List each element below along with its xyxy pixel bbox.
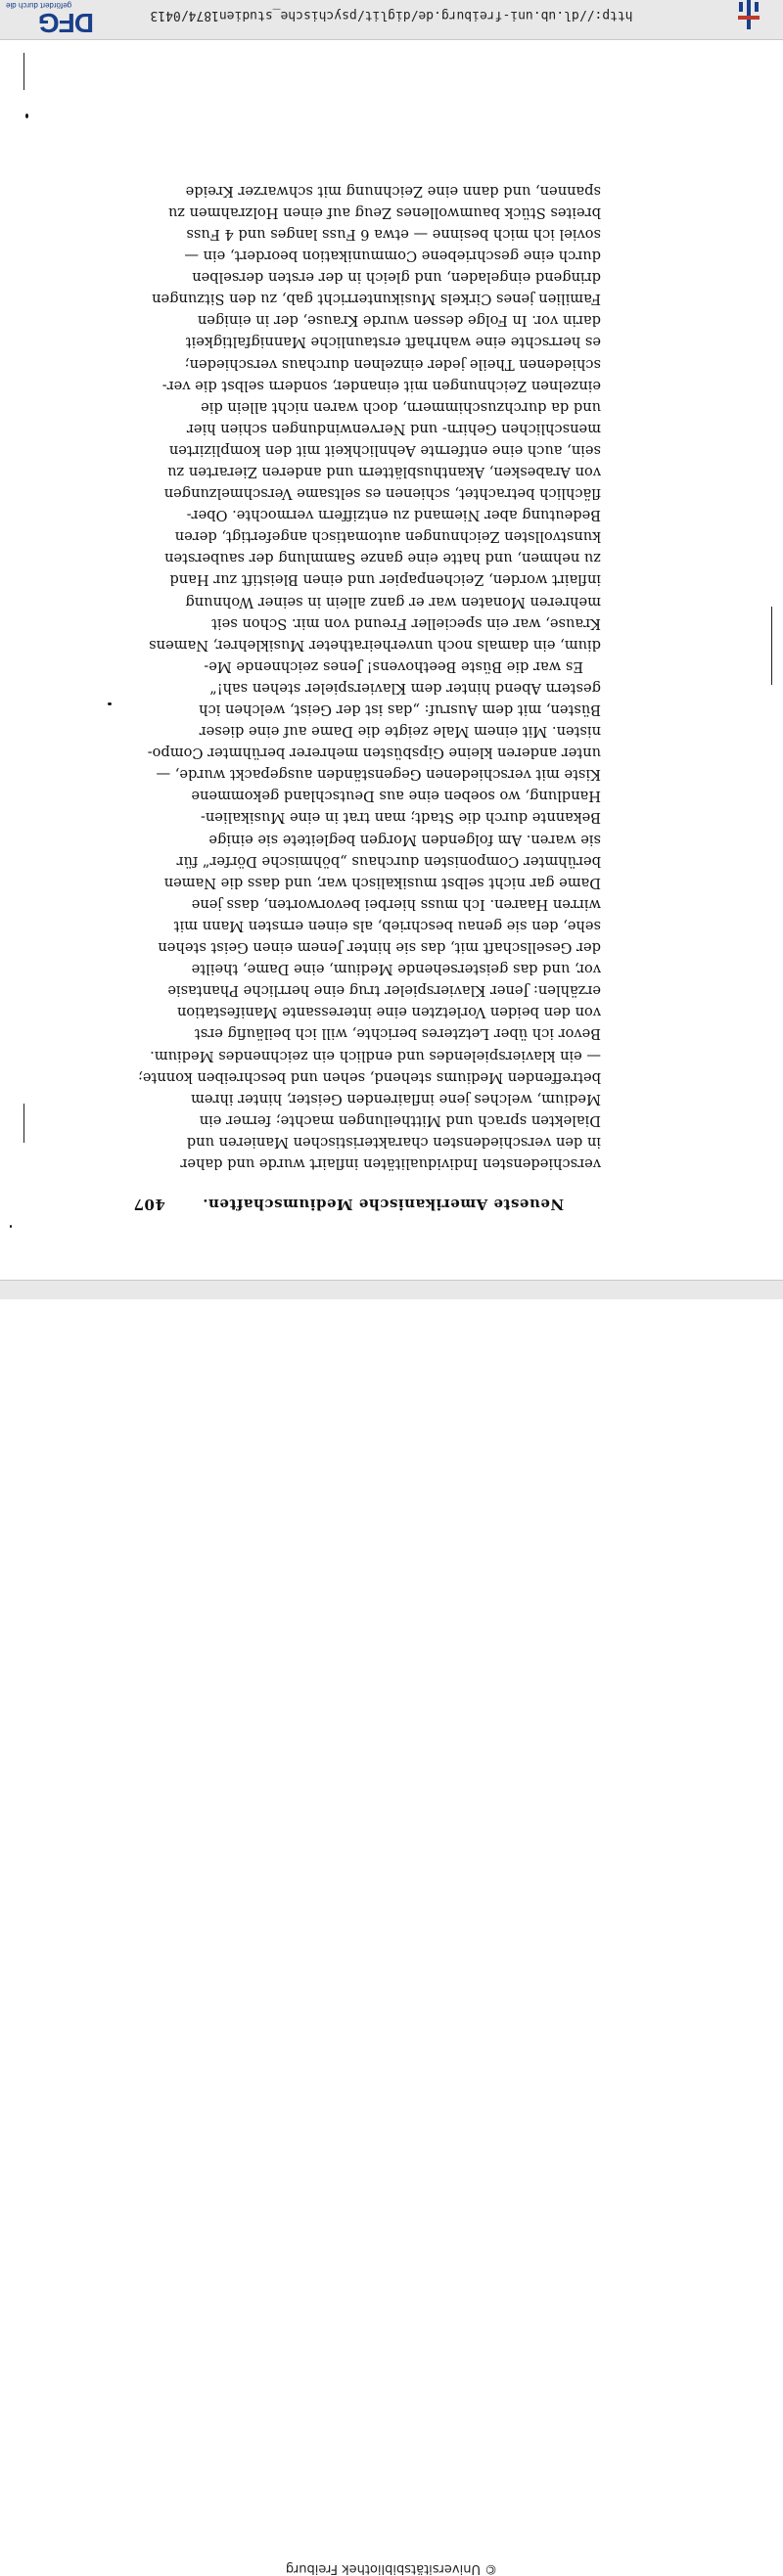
text-line: inflairt worden, Zeichenpapier und einen Bleistift zur Hand bbox=[169, 571, 601, 589]
running-title: Neueste Amerikanische Mediumschaften. bbox=[202, 1196, 565, 1213]
text-line: kunstvollsten Zeichnungen automatisch angefertigt, deren bbox=[174, 528, 601, 546]
copyright-notice: © Universitätsbibliothek Freiburg bbox=[285, 2561, 498, 2576]
text-line: darin vor. In Folge dessen wurde Krause, der in einigen bbox=[197, 312, 601, 330]
text-line: Büsten, mit dem Ausruf: „das ist der Geist, welchen ich bbox=[199, 701, 601, 719]
viewer-top-bar bbox=[0, 0, 783, 40]
text-line: einzelnen Zeichnungen mit einander, sondern selbst die ver- bbox=[161, 377, 601, 394]
text-line: verschiedensten Individualitäten inflairt wurde und daher bbox=[180, 1155, 601, 1172]
text-line: von den beiden Vorletzten eine interessante Manifestation bbox=[176, 1004, 601, 1021]
text-line: und da durchzuschimmern, doch waren nicht allein die bbox=[201, 398, 601, 416]
body-text bbox=[133, 180, 601, 1174]
text-line: Bekannte durch die Stadt; man trat in eine Musikalien- bbox=[200, 809, 601, 827]
text-line: mehreren Monaten war er ganz allein in seiner Wohnung bbox=[185, 593, 601, 610]
library-mark-icon bbox=[736, 0, 761, 29]
text-line: Dialekten sprach und Mittheilungen machte; ferner ein bbox=[199, 1111, 601, 1129]
text-line: sein, auch eine entfernte Aehnlichkeit mit den komplizirten bbox=[168, 441, 601, 459]
source-url[interactable]: http://dl.ub.uni-freiburg.de/diglit/psychische_studien1874/0413 bbox=[150, 8, 633, 23]
text-line: in den verschiedensten charakteristischen Manieren und bbox=[186, 1133, 601, 1151]
scan-edge-mark bbox=[771, 607, 772, 685]
text-line: sie waren. Am folgenden Morgen begleitete sie einige bbox=[208, 831, 601, 848]
text-line: erzählen: Jener Klavierspieler trug eine herrliche Phantasie bbox=[167, 982, 601, 1000]
text-line: vor, und das geistersehende Medium, eine Dame, theilte bbox=[191, 961, 601, 978]
scanned-page bbox=[133, 152, 601, 1213]
scan-speck bbox=[108, 702, 112, 705]
dfg-logo bbox=[6, 1, 94, 38]
scan-speck bbox=[25, 113, 28, 118]
text-line: soviel ich mich besinne — etwa 6 Fuss langes und 4 Fuss bbox=[186, 225, 601, 243]
text-line: spannen, und dann eine Zeichnung mit schwarzer Kreide bbox=[185, 182, 601, 200]
text-line: Familien jenes Cirkels Musikunterricht gab, zu den Sitzungen bbox=[152, 291, 601, 308]
dfg-logo-subtitle: gefördert durch die bbox=[6, 1, 72, 10]
page-header bbox=[133, 1196, 601, 1213]
text-line: dium, ein damals noch unverheiratheter Musiklehrer, Namens bbox=[149, 636, 601, 654]
text-line: nisten. Mit einem Male zeigte die Dame auf eine dieser bbox=[199, 723, 601, 741]
text-line: breites Stück baumwollenes Zeug auf einen Holzrahmen zu bbox=[167, 203, 601, 221]
text-line: flächlich betrachtet, schienen es seltsame Verschmelzungen bbox=[163, 485, 601, 503]
text-line: unter anderen kleine Gipsbüsten mehrerer berühmter Compo- bbox=[147, 745, 601, 762]
viewer-bottom-bar bbox=[0, 1280, 783, 2576]
text-line: Es war die Büste Beethovens! Jenes zeichnende Me- bbox=[204, 657, 583, 675]
text-line: Handlung, wo soeben eine aus Deutschland gekommene bbox=[191, 788, 601, 805]
text-line: Kiste mit verschiedenen Gegenständen ausgepackt wurde, — bbox=[156, 766, 601, 784]
text-line: zu nehmen, und hatte eine ganze Sammlung der saubersten bbox=[164, 550, 601, 567]
scan-edge-mark bbox=[23, 1104, 24, 1143]
text-line: Bedeutung aber Niemand zu entziffern vermochte. Ober- bbox=[186, 507, 601, 524]
text-line: Bevor ich über Letzteres berichte, will ich beiläufig erst bbox=[194, 1025, 601, 1043]
text-line: Dame gar nicht selbst musikalisch war, und dass die Namen bbox=[163, 874, 601, 891]
text-line: berühmter Componisten durchaus „böhmische Dörfer“ für bbox=[176, 852, 601, 870]
text-line: es herrschte eine wahrhaft erstaunliche Mannigfaltigkeit bbox=[185, 334, 601, 351]
text-line: betreffenden Mediums stehend, sehen und beschreiben konnte; bbox=[137, 1068, 601, 1086]
text-line: durch eine geschriebene Communikation beordert, ein — bbox=[184, 248, 601, 265]
text-line: wirren Haaren. Ich muss hierbei bevorworten, dass jene bbox=[191, 895, 601, 913]
text-line: Medium, welches jene inflairenden Geister, hinter ihrem bbox=[191, 1090, 601, 1107]
text-line: sehe, den sie genau beschrieb, als einen ernsten Mann mit bbox=[173, 917, 601, 934]
text-line: Krause, war ein specieller Freund von mir. Schon seit bbox=[211, 614, 601, 632]
text-line: schiedenen Theile jeder einzelnen durchaus verschieden; bbox=[184, 355, 601, 373]
page-number: 407 bbox=[133, 1196, 165, 1213]
text-line: der Gesellschaft mit, das sie hinter Jenem einen Geist stehen bbox=[158, 939, 601, 957]
text-line: von Arabesken, Akanthusblättern und anderen Zierarten zu bbox=[167, 464, 601, 480]
dfg-logo-text: DFG bbox=[38, 8, 94, 38]
text-line: — ein klavierspielendes und endlich ein zeichnendes Medium. bbox=[150, 1047, 601, 1064]
text-line: menschlichen Gehirn- und Nervenwindungen schien hier bbox=[186, 420, 601, 437]
scan-speck bbox=[10, 1225, 12, 1228]
text-line: gestern Abend hinter dem Klavierspieler stehen sah!“ bbox=[209, 679, 601, 697]
scan-edge-mark bbox=[23, 53, 24, 90]
text-line: dringend eingeladen, und gleich in der ersten derselben bbox=[192, 269, 601, 287]
